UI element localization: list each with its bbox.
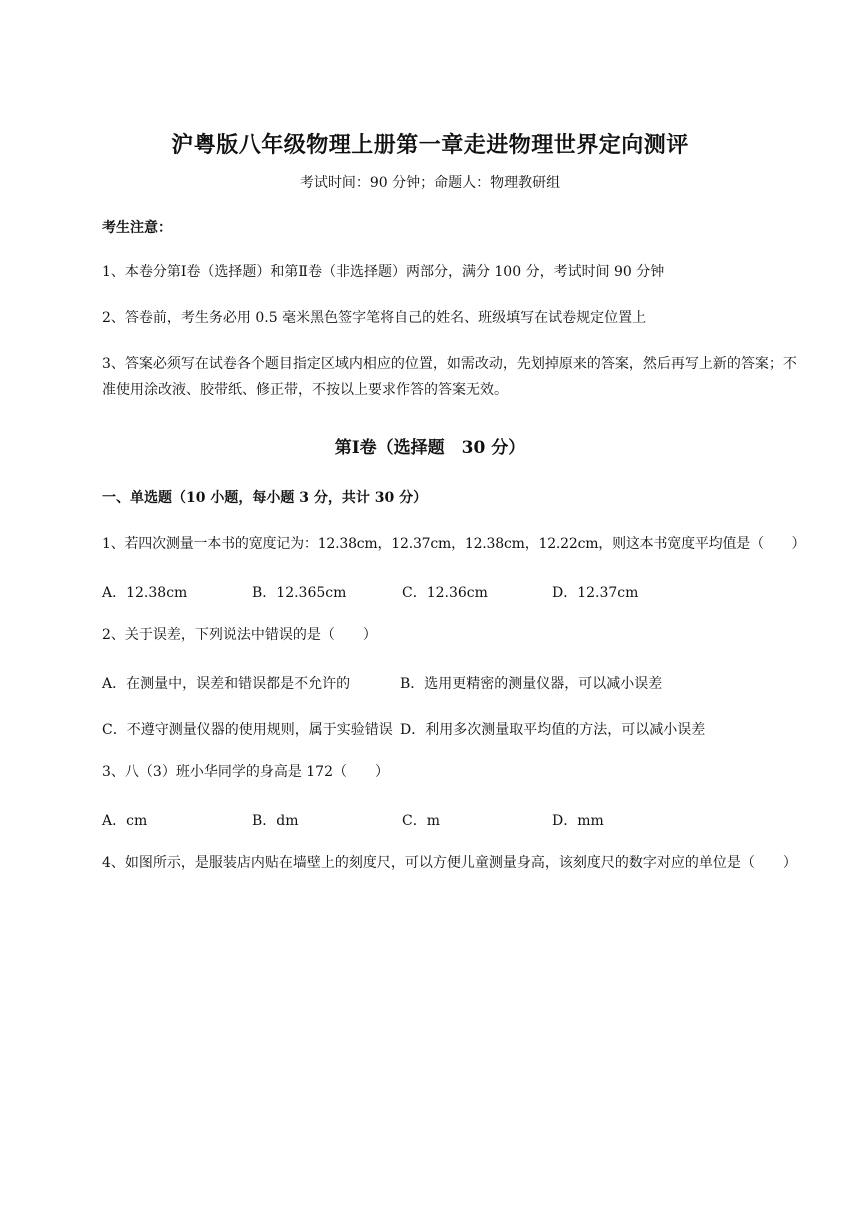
- option-d: D．mm: [552, 813, 604, 829]
- question-3-options: [102, 810, 807, 830]
- option-b: B．12.365cm: [252, 585, 347, 601]
- option-d: D．12.37cm: [552, 585, 639, 601]
- option-a: A．12.38cm: [102, 585, 188, 601]
- notice-item-1: 1、本卷分第Ⅰ卷（选择题）和第Ⅱ卷（非选择题）两部分，满分 100 分，考试时间 90 分钟: [102, 264, 665, 280]
- question-2-stem: 2、关于误差，下列说法中错误的是（ ）: [102, 627, 377, 643]
- question-1-stem: 1、若四次测量一本书的宽度记为：12.38cm，12.37cm，12.38cm，12.22cm，则这本书宽度平均值是（ ）: [102, 536, 806, 552]
- question-2-options-row-2: [102, 719, 807, 739]
- option-c: C．m: [402, 813, 440, 829]
- question-1-options: [102, 582, 807, 602]
- option-d: D．利用多次测量取平均值的方法，可以减小误差: [400, 722, 706, 738]
- question-3-stem: 3、八（3）班小华同学的身高是 172（ ）: [102, 764, 389, 780]
- option-a: A．cm: [102, 813, 148, 829]
- question-4-stem: 4、如图所示，是服装店内贴在墙壁上的刻度尺，可以方便儿童测量身高，该刻度尺的数字对应的单位是（ ）: [102, 855, 797, 871]
- part-heading: 一、单选题（10 小题，每小题 3 分，共计 30 分）: [102, 490, 428, 506]
- option-c: C．12.36cm: [402, 585, 488, 601]
- section-title: 第Ⅰ卷（选择题 30 分）: [334, 438, 526, 458]
- question-2-options-row-1: [102, 673, 807, 693]
- option-b: B．选用更精密的测量仪器，可以减小误差: [400, 676, 663, 692]
- notice-item-3: 3、答案必须写在试卷各个题目指定区域内相应的位置，如需改动，先划掉原来的答案，然后再写上新的答案；不准使用涂改液、胶带纸、修正带，不按以上要求作答的答案无效。: [102, 356, 797, 398]
- notice-item-2: 2、答卷前，考生务必用 0.5 毫米黑色签字笔将自己的姓名、班级填写在试卷规定位置上: [102, 310, 647, 326]
- notice-heading: 考生注意：: [102, 220, 172, 236]
- option-c: C．不遵守测量仪器的使用规则，属于实验错误: [102, 722, 393, 738]
- page-title: 沪粤版八年级物理上册第一章走进物理世界定向测评: [171, 132, 689, 158]
- option-b: B．dm: [252, 813, 299, 829]
- option-a: A．在测量中，误差和错误都是不允许的: [102, 676, 351, 692]
- page-subtitle: 考试时间：90 分钟；命题人：物理教研组: [299, 175, 561, 191]
